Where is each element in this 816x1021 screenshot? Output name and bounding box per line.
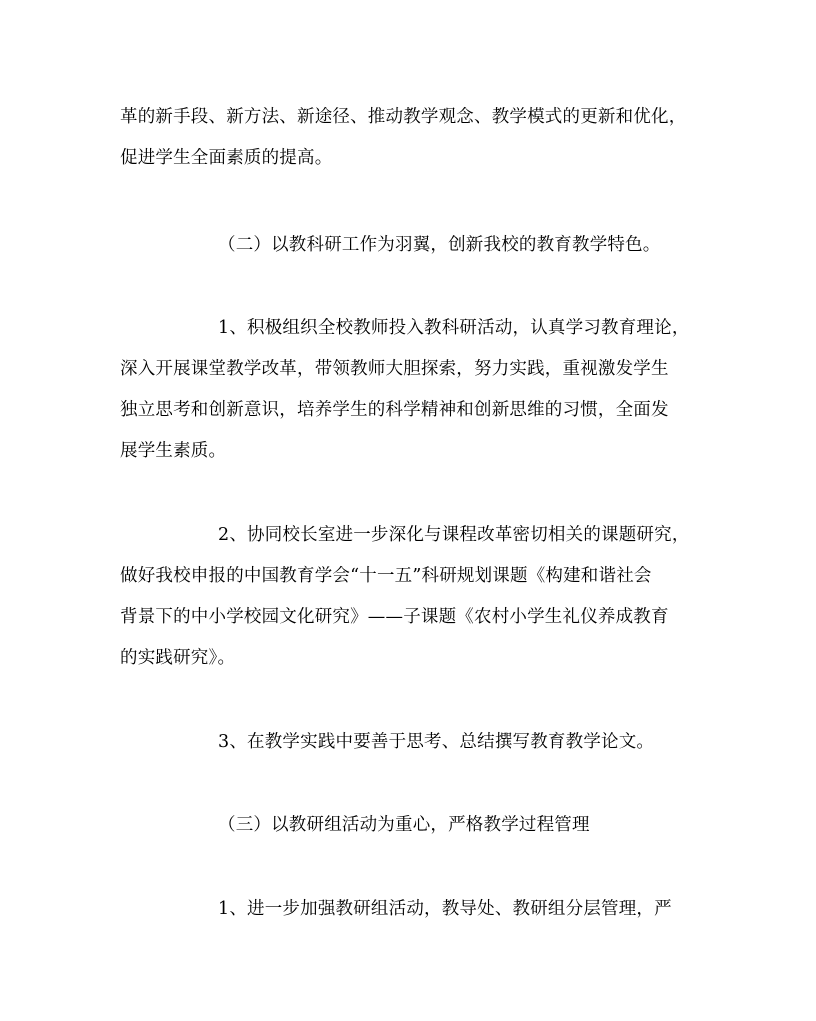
section-heading: （二）以教科研工作为羽翼，创新我校的教育教学特色。 (218, 235, 661, 255)
paragraph-line: 的实践研究》。 (120, 648, 236, 668)
paragraph-line: 1、积极组织全校教师投入教科研活动，认真学习教育理论， (218, 318, 690, 338)
paragraph-line: 做好我校申报的中国教育学会“十一五”科研规划课题《构建和谐社会 (120, 566, 652, 586)
paragraph-line: 背景下的中小学校园文化研究》——子课题《农村小学生礼仪养成教育 (120, 607, 669, 627)
paragraph-line: 3、在教学实践中要善于思考、总结撰写教育教学论文。 (218, 732, 655, 752)
paragraph-line: 革的新手段、新方法、新途径、推动教学观念、教学模式的更新和优化， (120, 107, 687, 127)
paragraph-line: 1、进一步加强教研组活动，教导处、教研组分层管理，严 (218, 899, 672, 919)
paragraph-line: 独立思考和创新意识，培养学生的科学精神和创新思维的习惯，全面发 (120, 400, 669, 420)
section-heading: （三）以教研组活动为重心，严格教学过程管理 (218, 815, 590, 835)
paragraph-line: 深入开展课堂教学改革，带领教师大胆探索，努力实践，重视激发学生 (120, 359, 669, 379)
paragraph-line: 促进学生全面素质的提高。 (120, 148, 333, 168)
paragraph-line: 展学生素质。 (120, 441, 227, 461)
paragraph-line: 2、协同校长室进一步深化与课程改革密切相关的课题研究， (218, 525, 690, 545)
